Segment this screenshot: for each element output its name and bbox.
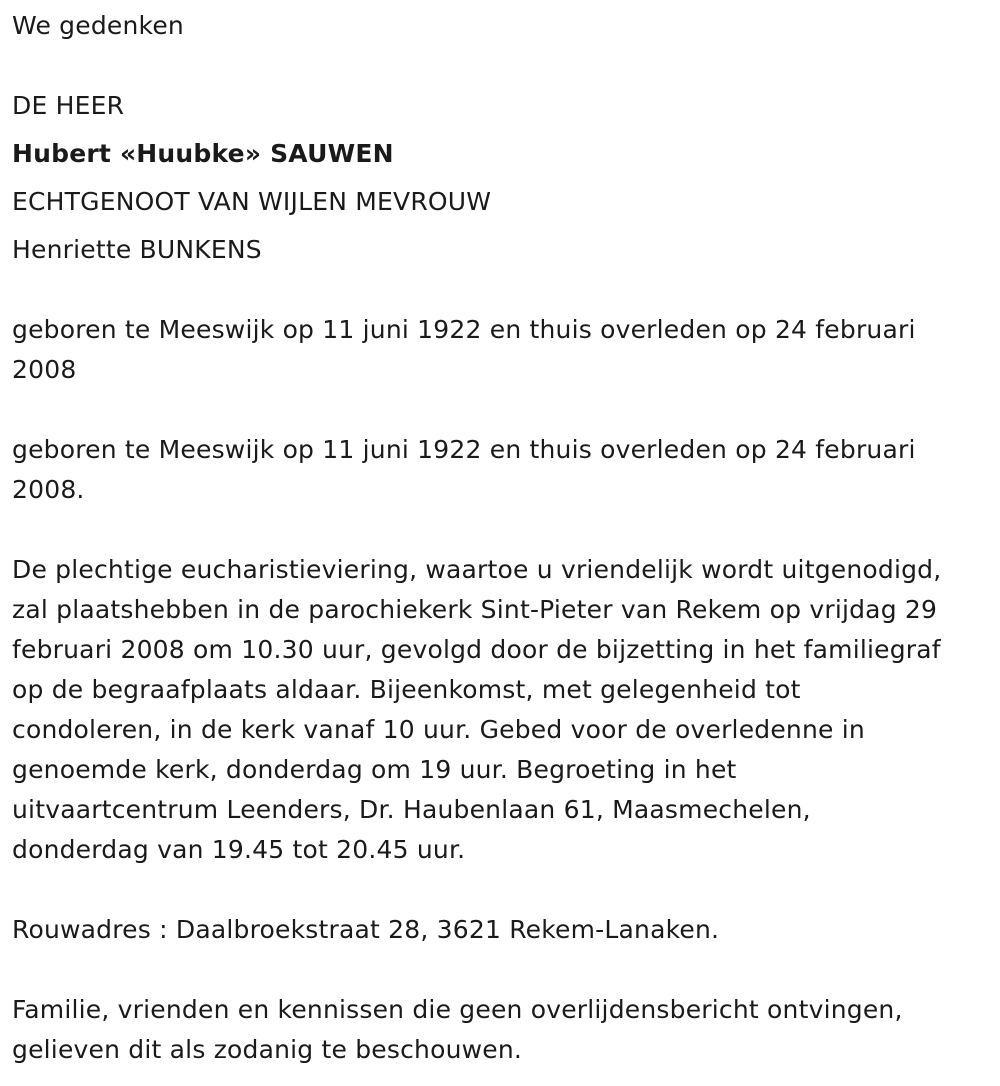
spouse-label: ECHTGENOOT VAN WIJLEN MEVROUW <box>12 187 492 216</box>
deceased-name: Hubert «Huubke» SAUWEN <box>12 139 394 168</box>
birth-death-paragraph-2 <box>12 430 988 510</box>
spacer <box>12 222 988 230</box>
ceremony-line: uitvaartcentrum Leenders, Dr. Haubenlaan 61, Maasmechelen, <box>12 795 811 824</box>
intro-text: We gedenken <box>12 11 184 40</box>
birth-death-paragraph-1 <box>12 310 988 390</box>
spouse-name: Henriette BUNKENS <box>12 235 262 264</box>
ceremony-line: zal plaatshebben in de parochiekerk Sint-Pieter van Rekem op vrijdag 29 <box>12 595 938 624</box>
closing-line: Familie, vrienden en kennissen die geen overlijdensbericht ontvingen, <box>12 995 903 1024</box>
ceremony-line: op de begraafplaats aldaar. Bijeenkomst, met gelegenheid tot <box>12 675 801 704</box>
ceremony-line: donderdag van 19.45 tot 20.45 uur. <box>12 835 466 864</box>
birth-death-line-1: geboren te Meeswijk op 11 juni 1922 en thuis overleden op 24 februari <box>12 435 916 464</box>
birth-death-line-2: 2008. <box>12 475 85 504</box>
title-prefix: DE HEER <box>12 91 125 120</box>
birth-death-line-1: geboren te Meeswijk op 11 juni 1922 en thuis overleden op 24 februari <box>12 315 916 344</box>
spacer <box>12 870 988 910</box>
spacer <box>12 46 988 86</box>
spacer <box>12 390 988 430</box>
ceremony-line: februari 2008 om 10.30 uur, gevolgd door de bijzetting in het familiegraf <box>12 635 941 664</box>
mourning-address: Rouwadres : Daalbroekstraat 28, 3621 Rekem-Lanaken. <box>12 915 720 944</box>
closing-paragraph <box>12 990 988 1070</box>
spacer <box>12 270 988 310</box>
ceremony-paragraph <box>12 550 988 870</box>
closing-line: gelieven dit als zodanig te beschouwen. <box>12 1035 523 1064</box>
ceremony-line: condoleren, in de kerk vanaf 10 uur. Gebed voor de overledenne in <box>12 715 865 744</box>
spacer <box>12 174 988 182</box>
birth-death-line-2: 2008 <box>12 355 77 384</box>
spacer <box>12 510 988 550</box>
spacer <box>12 126 988 134</box>
ceremony-line: De plechtige eucharistieviering, waartoe u vriendelijk wordt uitgenodigd, <box>12 555 942 584</box>
ceremony-line: genoemde kerk, donderdag om 19 uur. Begroeting in het <box>12 755 737 784</box>
spacer <box>12 950 988 990</box>
